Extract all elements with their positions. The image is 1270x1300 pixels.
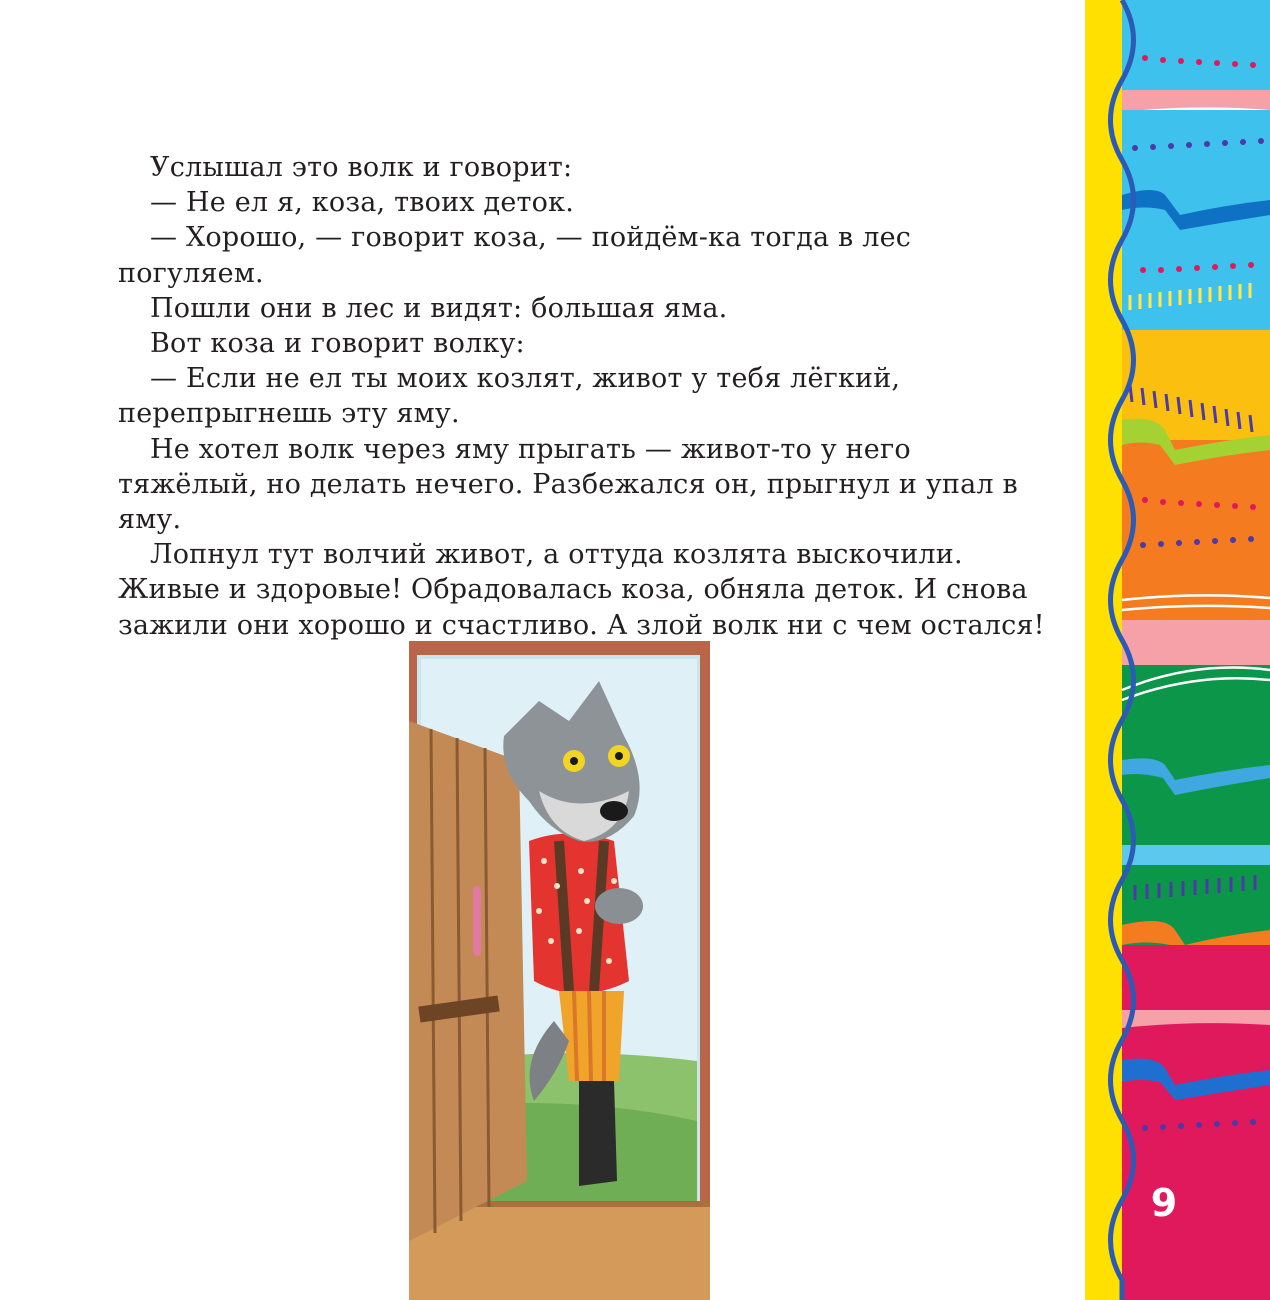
story-paragraph: Лопнул тут волчий живот, а оттуда козлята выскочили. Живые и здоровые! Обрадовалась коза, обняла деток. И снова зажили они хорошо и счастливо. А злой волк ни с чем остался! xyxy=(118,539,1045,641)
story-paragraph: Вот коза и говорит волку: xyxy=(150,328,525,360)
story-paragraph: — Если не ел ты моих козлят, живот у тебя лёгкий, перепрыгнешь эту яму. xyxy=(118,363,901,430)
wolf-illustration xyxy=(409,641,710,1300)
story-paragraph: Пошли они в лес и видят: большая яма. xyxy=(150,292,728,324)
story-paragraph: Не хотел волк через яму прыгать — живот-то у него тяжёлый, но делать нечего. Разбежался он, прыгнул и упал в яму. xyxy=(118,433,1018,536)
decorative-side-strip xyxy=(1085,0,1270,1300)
story-text xyxy=(118,150,1048,643)
story-paragraph: — Хорошо, — говорит коза, — пойдём-ка тогда в лес погуляем. xyxy=(118,222,912,289)
story-paragraph: — Не ел я, коза, твоих деток. xyxy=(150,187,574,219)
page-number: 9 xyxy=(1150,1181,1178,1225)
story-paragraph: Услышал это волк и говорит: xyxy=(150,152,573,183)
